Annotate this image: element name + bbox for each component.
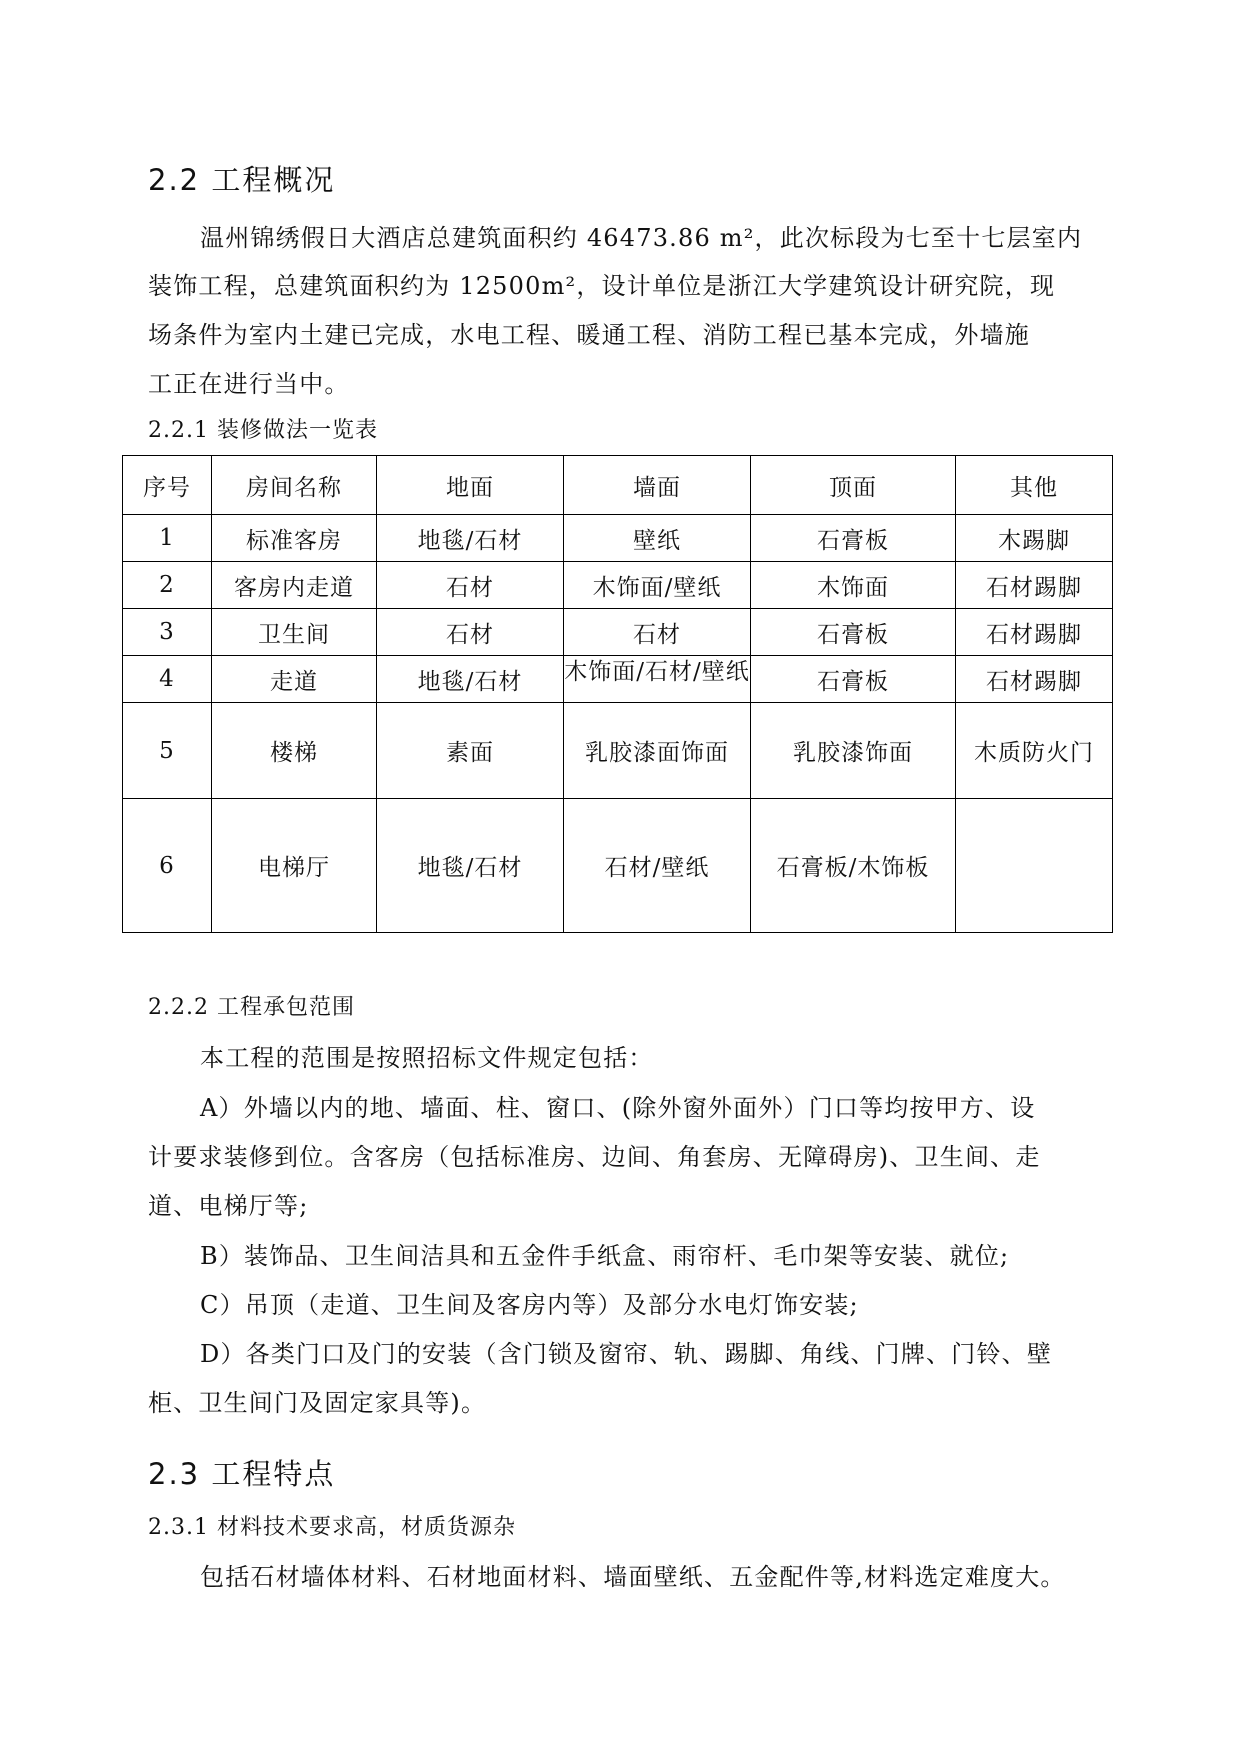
table-cell: 6	[123, 799, 212, 933]
table-cell: 石膏板	[751, 609, 956, 656]
table-header: 房间名称	[212, 456, 377, 515]
section-2-3-heading: 2.3 工程特点	[148, 1457, 336, 1491]
table-header: 其他	[956, 456, 1113, 515]
scope-item-a-line-1: A）外墙以内的地、墙面、柱、窗口、(除外窗外面外）门口等均按甲方、设	[200, 1094, 1036, 1122]
table-cell: 石膏板	[751, 515, 956, 562]
table-cell: 石材踢脚	[956, 656, 1113, 703]
table-cell: 素面	[377, 703, 564, 799]
table-cell: 客房内走道	[212, 562, 377, 609]
section-2-3-1-heading: 2.3.1 材料技术要求高，材质货源杂	[148, 1515, 516, 1540]
table-cell: 木踢脚	[956, 515, 1113, 562]
overview-line-4: 工正在进行当中。	[148, 370, 350, 398]
table-header: 墙面	[564, 456, 751, 515]
table-cell: 楼梯	[212, 703, 377, 799]
scope-intro: 本工程的范围是按照招标文件规定包括：	[200, 1044, 654, 1072]
table-cell: 石膏板	[751, 656, 956, 703]
table-row	[123, 799, 1113, 933]
table-header: 顶面	[751, 456, 956, 515]
table-cell: 卫生间	[212, 609, 377, 656]
table-cell: 3	[123, 609, 212, 656]
overview-line-1: 温州锦绣假日大酒店总建筑面积约 46473.86 m²，此次标段为七至十七层室内	[200, 224, 1083, 252]
scope-item-d-line-1: D）各类门口及门的安装（含门锁及窗帘、轨、踢脚、角线、门牌、门铃、壁	[200, 1340, 1053, 1368]
table-cell	[956, 799, 1113, 933]
table-row	[123, 656, 1113, 703]
table-cell: 石材踢脚	[956, 562, 1113, 609]
table-cell: 石材	[564, 609, 751, 656]
table-header: 序号	[123, 456, 212, 515]
table-cell: 乳胶漆饰面	[751, 703, 956, 799]
scope-item-a-line-3: 道、电梯厅等;	[148, 1192, 309, 1220]
table-cell: 石膏板/木饰板	[751, 799, 956, 933]
table-cell-text: 木饰面/石材/壁纸	[564, 659, 750, 685]
section-2-2-heading: 2.2 工程概况	[148, 163, 336, 197]
table-cell: 石材/壁纸	[564, 799, 751, 933]
table-cell: 石材	[377, 562, 564, 609]
table-cell: 1	[123, 515, 212, 562]
table-cell: 5	[123, 703, 212, 799]
table-row	[123, 703, 1113, 799]
scope-item-a-line-2: 计要求装修到位。含客房（包括标准房、边间、角套房、无障碍房)、卫生间、走	[148, 1143, 1041, 1171]
scope-item-c: C）吊顶（走道、卫生间及客房内等）及部分水电灯饰安装;	[200, 1291, 859, 1319]
table-cell: 石材	[377, 609, 564, 656]
decoration-table	[122, 455, 1113, 933]
table-cell: 木质防火门	[956, 703, 1113, 799]
features-paragraph: 包括石材墙体材料、石材地面材料、墙面壁纸、五金配件等,材料选定难度大。	[200, 1563, 1066, 1591]
table-cell: 标准客房	[212, 515, 377, 562]
table-cell: 壁纸	[564, 515, 751, 562]
table-cell: 木饰面/壁纸	[564, 562, 751, 609]
table-row	[123, 562, 1113, 609]
overview-line-2: 装饰工程，总建筑面积约为 12500m²，设计单位是浙江大学建筑设计研究院，现	[148, 272, 1056, 300]
scope-item-d-line-2: 柜、卫生间门及固定家具等)。	[148, 1389, 487, 1417]
table-header-row	[123, 456, 1113, 515]
table-cell: 电梯厅	[212, 799, 377, 933]
table-cell: 木饰面	[751, 562, 956, 609]
section-2-2-1-heading: 2.2.1 装修做法一览表	[148, 418, 378, 443]
table-cell: 4	[123, 656, 212, 703]
table-row	[123, 515, 1113, 562]
table-header: 地面	[377, 456, 564, 515]
scope-item-b: B）装饰品、卫生间洁具和五金件手纸盒、雨帘杆、毛巾架等安装、就位;	[200, 1242, 1010, 1270]
table-row	[123, 609, 1113, 656]
section-2-2-2-heading: 2.2.2 工程承包范围	[148, 995, 355, 1020]
table-cell: 地毯/石材	[377, 656, 564, 703]
table-cell: 走道	[212, 656, 377, 703]
table-cell: 地毯/石材	[377, 515, 564, 562]
table-cell: 2	[123, 562, 212, 609]
table-cell: 乳胶漆面饰面	[564, 703, 751, 799]
table-cell: 石材踢脚	[956, 609, 1113, 656]
table-cell	[564, 656, 751, 703]
table-cell: 地毯/石材	[377, 799, 564, 933]
overview-line-3: 场条件为室内土建已完成，水电工程、暖通工程、消防工程已基本完成，外墙施	[148, 321, 1030, 349]
